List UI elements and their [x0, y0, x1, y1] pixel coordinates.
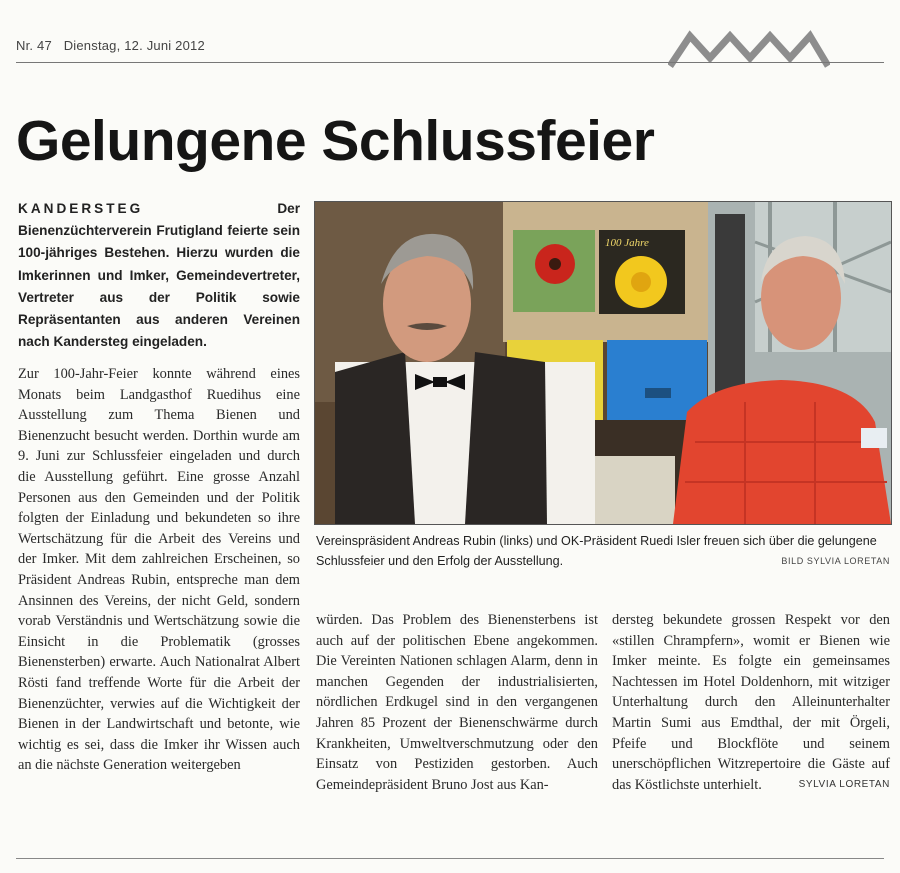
article-lead	[18, 198, 300, 353]
photo-caption: Vereinspräsident Andreas Rubin (links) und OK-Präsident Ruedi Isler freuen sich über die gelungene Schlussfeier und den Erfolg der Ausstellung.	[316, 534, 877, 568]
body-column-2: würden. Das Problem des Bienensterbens ist auch auf der politischen Ebene angekommen. Die Vereinten Nationen schlagen Alarm, denn in manchen Gegenden der industrialisierten, nördlichen Erdkugel sind in den vergangenen Jahren 85 Prozent der Bienenschwärme durch Krankheiten, Umweltverschmutzung oder den Einsatz von Pestiziden gestorben. Auch Gemeindepräsident Bruno Jost aus Kan-	[316, 612, 598, 793]
footer-rule	[16, 858, 884, 859]
issue-date: Dienstag, 12. Juni 2012	[63, 38, 205, 53]
body-column-3	[612, 610, 890, 796]
poster-text: 100 Jahre	[605, 237, 649, 249]
body-column-1: Zur 100-Jahr-Feier konnte während eines Monats beim Landgasthof Ruedihus eine Ausstellung zum Thema Bienen und Bienenzucht besucht werden. Dorthin wurde am 9. Juni zur Schlussfeier eingeladen und durch die Ausstellung geführt. Eine grosse Anzahl Personen aus den Gemeinden und der Politik folgten der Einladung und bekundeten so ihre Wertschätzung für die Arbeit des Vereins und der Imker. Mit dem zahlreichen Erscheinen, so Präsident Andreas Rubin, entspreche man dem Ansinnen des Vereins, der nicht Geld, sondern vorab Verständnis und Wertschätzung sowie die Einsicht in die Problematik (grosses Bienensterben) erwarte. Auch Nationalrat Albert Rösti fand treffende Worte für die Arbeit der Bienenzüchter, verwies auf die Wichtigkeit der Bienen in der Landwirtschaft und betonte, wie wichtig es sei, dass die Imker ihr Wissen auch an die nächste Generation weitergeben	[18, 366, 300, 774]
article-headline: Gelungene Schlussfeier	[16, 109, 655, 173]
article-photo	[314, 201, 892, 525]
author-byline: SYLVIA LORETAN	[798, 779, 890, 791]
photo-credit: BILD SYLVIA LORETAN	[781, 556, 890, 566]
lead-text: Der Bienenzüchterverein Frutigland feierte sein 100-jähriges Bestehen. Hierzu wurden die Imkerinnen und Imker, Gemeindevertreter, Vertreter aus der Politik sowie Repräsentanten aus anderen Vereinen nach Kandersteg eingeladen.	[18, 201, 300, 350]
issue-number: Nr. 47	[16, 38, 52, 53]
page-header	[16, 38, 213, 53]
dateline-place: KANDERSTEG	[18, 201, 144, 216]
body-column-3-text: dersteg bekundete grossen Respekt vor den «stillen Chrampfern», womit er Bienen wie Imker meinte. Es folgte ein gemeinsames Nachtessen im Hotel Doldenhorn, mit witziger Unterhaltung durch den Alleinunterhalter Martin Sumi aus Emdthal, der mit Örgeli, Pfeife und Blockflöte und seinem unerschöpflichen Witzrepertoire die Gäste auf das Köstlichste unterhielt.	[612, 612, 890, 793]
header-rule	[16, 62, 884, 63]
mountain-logo-icon	[668, 28, 830, 70]
